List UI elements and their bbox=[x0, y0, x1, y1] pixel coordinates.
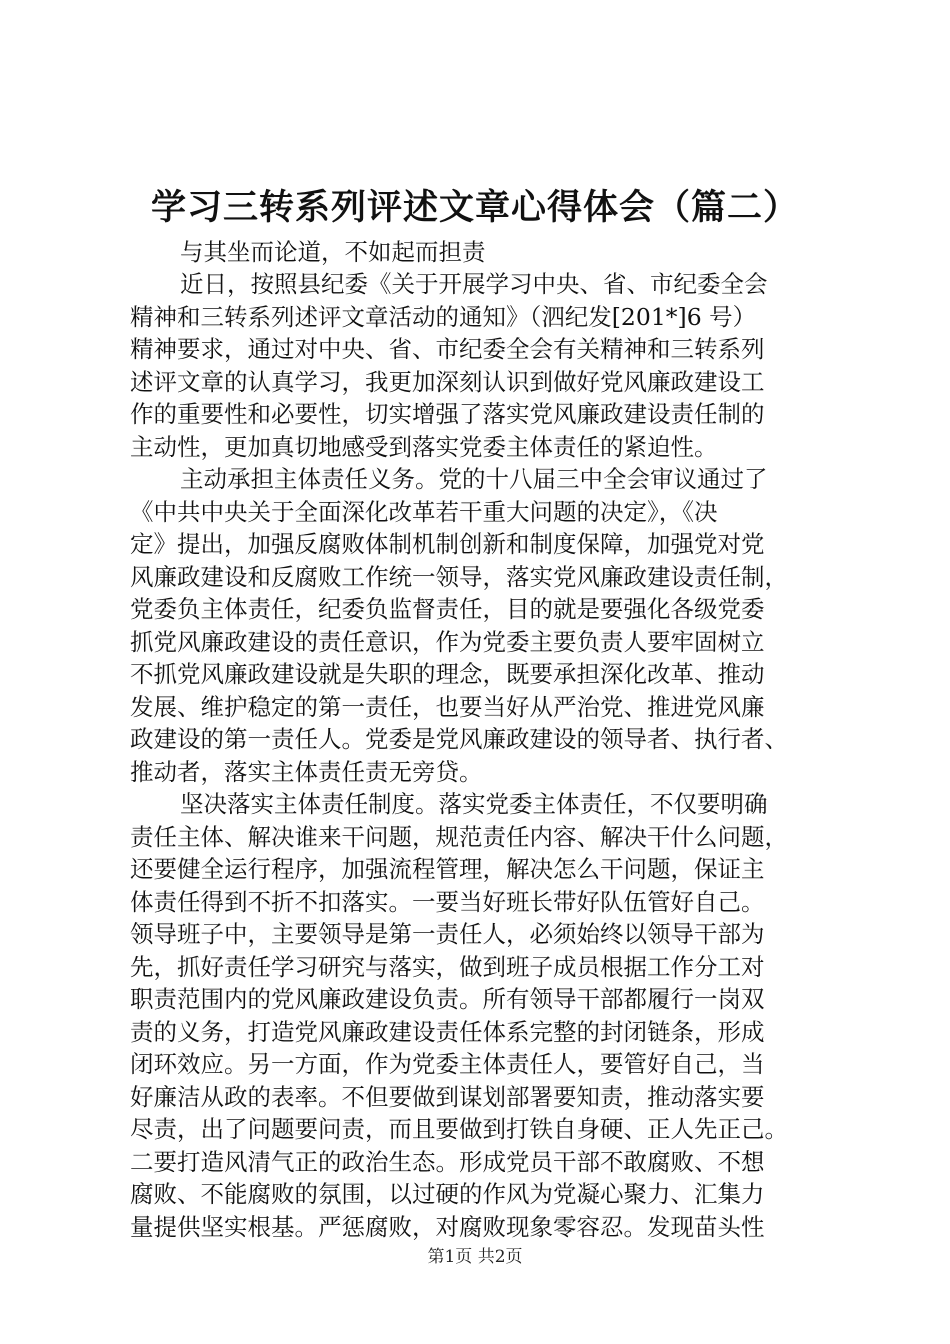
paragraph-line: 作的重要性和必要性，切实增强了落实党风廉政建设责任制的 bbox=[130, 400, 765, 428]
paragraph-line: 发展、维护稳定的第一责任，也要当好从严治党、推进党风廉 bbox=[130, 692, 765, 721]
paragraph-line: 定》提出，加强反腐败体制机制创新和制度保障，加强党对党 bbox=[130, 530, 765, 558]
paragraph-line: 政建设的第一责任人。党委是党风廉政建设的领导者、执行者、 bbox=[130, 725, 788, 753]
paragraph-line: 抓党风廉政建设的责任意识，作为党委主要负责人要牢固树立 bbox=[130, 627, 765, 656]
paragraph-line: 体责任得到不折不扣落实。一要当好班长带好队伍管好自己。 bbox=[130, 887, 765, 916]
paragraph-line: 精神和三转系列述评文章活动的通知》（泗纪发[201*]6 号） bbox=[130, 302, 757, 331]
paragraph-line: 责的义务，打造党风廉政建设责任体系完整的封闭链条，形成 bbox=[130, 1017, 765, 1046]
paragraph-line: 述评文章的认真学习，我更加深刻认识到做好党风廉政建设工 bbox=[130, 367, 765, 396]
paragraph-line: 推动者，落实主体责任责无旁贷。 bbox=[130, 757, 483, 786]
paragraph-line: 好廉洁从政的表率。不但要做到谋划部署要知责，推动落实要 bbox=[130, 1082, 765, 1111]
document-title: 学习三转系列评述文章心得体会（篇二） bbox=[150, 187, 799, 228]
paragraph-line: 二要打造风清气正的政治生态。形成党员干部不敢腐败、不想 bbox=[130, 1147, 765, 1176]
paragraph-line: 党委负主体责任，纪委负监督责任，目的就是要强化各级党委 bbox=[130, 595, 765, 623]
page-number: 第1页 共2页 bbox=[427, 1247, 523, 1267]
paragraph bbox=[130, 463, 830, 788]
paragraph-line: 坚决落实主体责任制度。落实党委主体责任，不仅要明确 bbox=[180, 790, 768, 818]
paragraph-line: 腐败、不能腐败的氛围，以过硬的作风为党凝心聚力、汇集力 bbox=[130, 1180, 765, 1208]
document-body bbox=[130, 268, 830, 1243]
paragraph-line: 精神要求，通过对中央、省、市纪委全会有关精神和三转系列 bbox=[130, 335, 765, 363]
paragraph-line: 不抓党风廉政建设就是失职的理念，既要承担深化改革、推动 bbox=[130, 660, 765, 688]
paragraph-line: 职责范围内的党风廉政建设负责。所有领导干部都履行一岗双 bbox=[130, 985, 765, 1013]
paragraph bbox=[130, 788, 830, 1243]
paragraph-line: 尽责，出了问题要问责，而且要做到打铁自身硬、正人先正己。 bbox=[130, 1115, 788, 1143]
paragraph-line: 近日，按照县纪委《关于开展学习中央、省、市纪委全会 bbox=[180, 270, 768, 298]
document-subtitle: 与其坐而论道，不如起而担责 bbox=[180, 238, 486, 266]
paragraph-line: 量提供坚实根基。严惩腐败，对腐败现象零容忍。发现苗头性 bbox=[130, 1212, 765, 1241]
paragraph-line: 先，抓好责任学习研究与落实，做到班子成员根据工作分工对 bbox=[130, 952, 765, 981]
paragraph-line: 还要健全运行程序，加强流程管理，解决怎么干问题，保证主 bbox=[130, 855, 765, 883]
paragraph-line: 领导班子中，主要领导是第一责任人，必须始终以领导干部为 bbox=[130, 920, 765, 948]
paragraph bbox=[130, 268, 830, 463]
paragraph-line: 责任主体、解决谁来干问题，规范责任内容、解决干什么问题， bbox=[130, 822, 788, 851]
paragraph-line: 主动性，更加真切地感受到落实党委主体责任的紧迫性。 bbox=[130, 432, 718, 461]
paragraph-line: 《中共中央关于全面深化改革若干重大问题的决定》，《决 bbox=[130, 497, 718, 526]
paragraph-line: 闭环效应。另一方面，作为党委主体责任人，要管好自己，当 bbox=[130, 1050, 765, 1078]
paragraph-line: 风廉政建设和反腐败工作统一领导，落实党风廉政建设责任制， bbox=[130, 562, 788, 591]
paragraph-line: 主动承担主体责任义务。党的十八届三中全会审议通过了 bbox=[180, 465, 768, 493]
